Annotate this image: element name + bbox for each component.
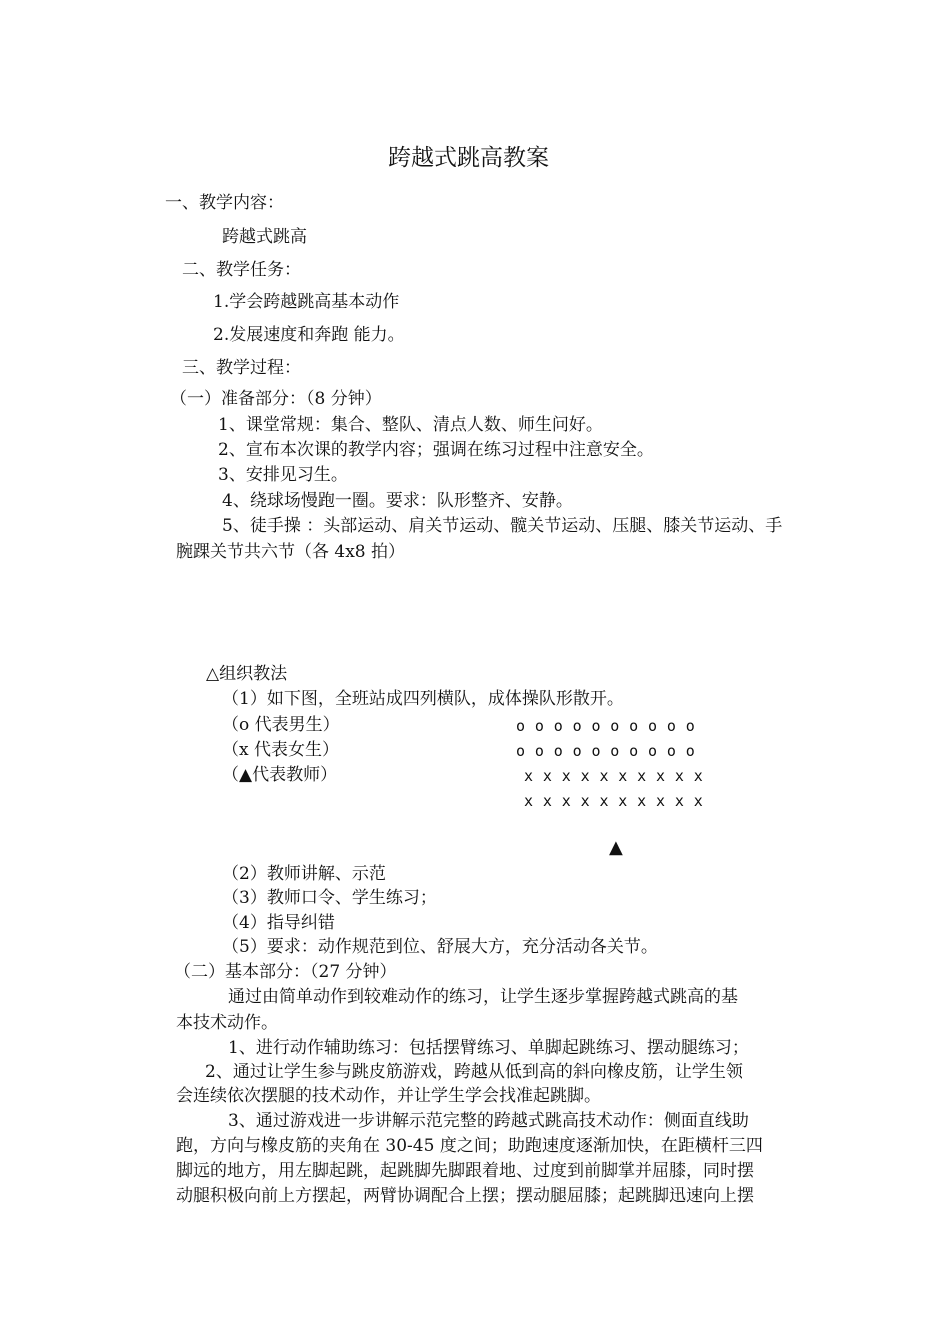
formation-row: x x x x x x x x x x [524,767,704,785]
paragraph-line: 本技术动作。 [176,1013,278,1033]
org-step: （1）如下图，全班站成四列横队，成体操队形散开。 [222,689,624,709]
prep-item: 5、徒手操 ：头部运动、肩关节运动、髋关节运动、压腿、膝关节运动、手 [222,516,783,536]
formation-row: x x x x x x x x x x [524,792,704,810]
paragraph-line: 动腿积极向前上方摆起，两臂协调配合上摆；摆动腿屈膝；起跳脚迅速向上摆 [176,1186,754,1206]
section-content: 跨越式跳高 [222,227,307,247]
task-item: 2.发展速度和奔跑 能力。 [213,325,405,345]
prep-item: 2、宣布本次课的教学内容；强调在练习过程中注意安全。 [218,440,654,460]
prep-item: 3、安排见习生。 [218,465,348,485]
paragraph-line: 脚远的地方，用左脚起跳，起跳脚先脚跟着地、过度到前脚掌并屈膝，同时摆 [176,1161,754,1181]
org-step: （4）指导纠错 [222,913,335,933]
formation-row: o o o o o o o o o o [516,742,696,760]
prep-item-continued: 腕踝关节共六节（各 4x8 拍） [176,542,406,562]
formation-row: o o o o o o o o o o [516,717,696,735]
legend-item: （o 代表男生） [222,715,340,735]
section-heading: 二、教学任务： [182,260,301,280]
paragraph-line: 2、通过让学生参与跳皮筋游戏，跨越从低到高的斜向橡皮筋，让学生领 [205,1062,743,1082]
org-step: （3）教师口令、学生练习； [222,888,437,908]
paragraph-line: 会连续依次摆腿的技术动作，并让学生学会找准起跳脚。 [176,1086,601,1106]
paragraph-line: 1、进行动作辅助练习：包括摆臂练习、单脚起跳练习、摆动腿练习； [228,1038,749,1058]
org-step: （2）教师讲解、示范 [222,864,386,884]
section-heading: 一、教学内容： [165,193,284,213]
paragraph-line: 跑，方向与橡皮筋的夹角在 30-45 度之间；助跑速度逐渐加快，在距横杆三四 [176,1136,763,1156]
org-heading: △组织教法 [206,664,288,684]
prep-item: 4、绕球场慢跑一圈。要求：队形整齐、安静。 [222,491,573,511]
paragraph-line: 3、通过游戏进一步讲解示范完整的跨越式跳高技术动作：侧面直线助 [228,1111,749,1131]
paragraph-line: 通过由简单动作到较难动作的练习，让学生逐步掌握跨越式跳高的基 [228,987,738,1007]
subsection-heading: （一）准备部分：（8 分钟） [170,389,382,409]
legend-item: （▲代表教师） [222,765,338,785]
legend-item: （x 代表女生） [222,740,339,760]
subsection-heading: （二）基本部分：（27 分钟） [174,962,397,982]
org-step: （5）要求：动作规范到位、舒展大方，充分活动各关节。 [222,937,658,957]
section-heading: 三、教学过程： [182,358,301,378]
prep-item: 1、课堂常规：集合、整队、清点人数、师生问好。 [218,415,603,435]
teacher-marker: ▲ [609,837,623,858]
page-title: 跨越式跳高教案 [388,145,549,171]
task-item: 1.学会跨越跳高基本动作 [213,292,400,312]
